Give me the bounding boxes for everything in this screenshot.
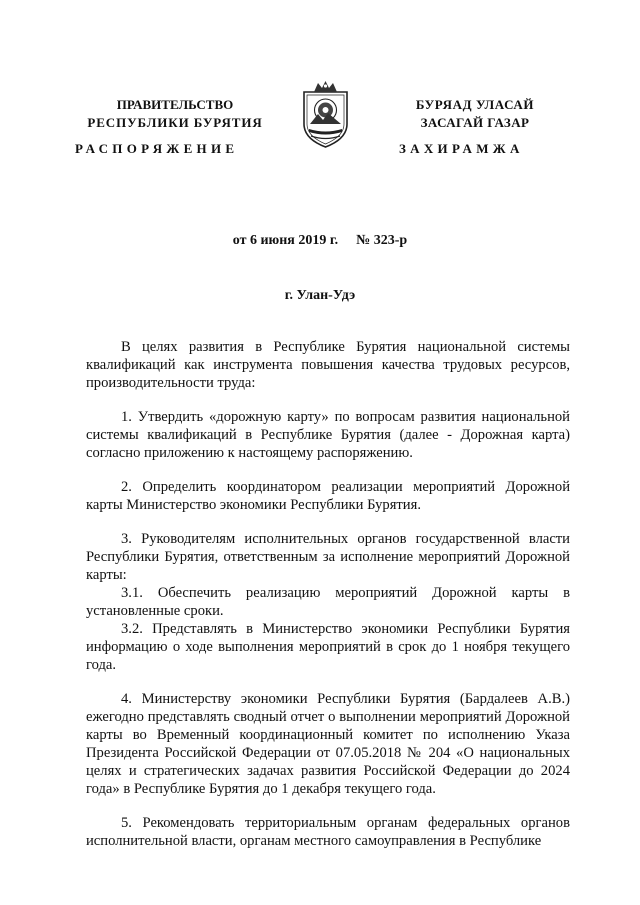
republic-title-buryat: ЗАСАГАЙ ГАЗАР [420,115,530,130]
republic-title: РЕСПУБЛИКИ БУРЯТИЯ [87,115,263,130]
intro-paragraph: В целях развития в Республике Бурятия национальной системы квалификаций как инструмента повышения качества трудовых ресурсов, производительности труда: [86,339,570,391]
paragraph-2: 2. Определить координатором реализации мероприятий Дорожной карты Министерство экономики Республики Бурятия. [86,479,570,513]
paragraph-1: 1. Утвердить «дорожную карту» по вопросам развития национальной системы квалификаций в Республике Бурятия (далее - Дорожная карта) согласно приложению к настоящему распоряжению. [86,409,570,461]
paragraph-5: 5. Рекомендовать территориальным органам федеральных органов исполнительной власти, органам местного самоуправления в Республике [86,815,570,849]
government-title: ПРАВИТЕЛЬСТВО [116,97,234,112]
paragraph-3-2: 3.2. Представлять в Министерство экономики Республики Бурятия информацию о ходе выполнения мероприятий в срок до 1 ноября текущего года. [86,621,570,673]
document-body [86,338,570,850]
header-right [380,96,570,132]
paragraph-4: 4. Министерству экономики Республики Бурятия (Бардалеев А.В.) ежегодно представлять сводный отчет о выполнении мероприятий Дорожной карты во Временный координационный комитет по исполнению Указа Президента Российской Федерации от 07.05.2018 № 204 «О национальных целях и стратегических задачах развития Российской Федерации до 2024 года» в Республике Бурятия до 1 декабря текущего года. [86,691,570,797]
coat-of-arms-icon [300,80,351,149]
date-number-line [0,233,640,249]
doc-type-buryat: ЗАХИРАМЖА [399,141,524,156]
paragraph-3: 3. Руководителям исполнительных органов государственной власти Республики Бурятия, ответственным за исполнение мероприятий Дорожной карты: [86,531,570,583]
document-number: № 323-р [356,233,408,248]
city: г. Улан-Удэ [284,288,356,303]
document-date: от 6 июня 2019 г. [232,233,339,248]
government-title-buryat: БУРЯАД УЛАСАЙ [415,97,535,112]
doc-type-russian: РАСПОРЯЖЕНИЕ [75,141,239,156]
paragraph-3-1: 3.1. Обеспечить реализацию мероприятий Дорожной карты в установленные сроки. [86,585,570,619]
header-left [80,96,270,132]
